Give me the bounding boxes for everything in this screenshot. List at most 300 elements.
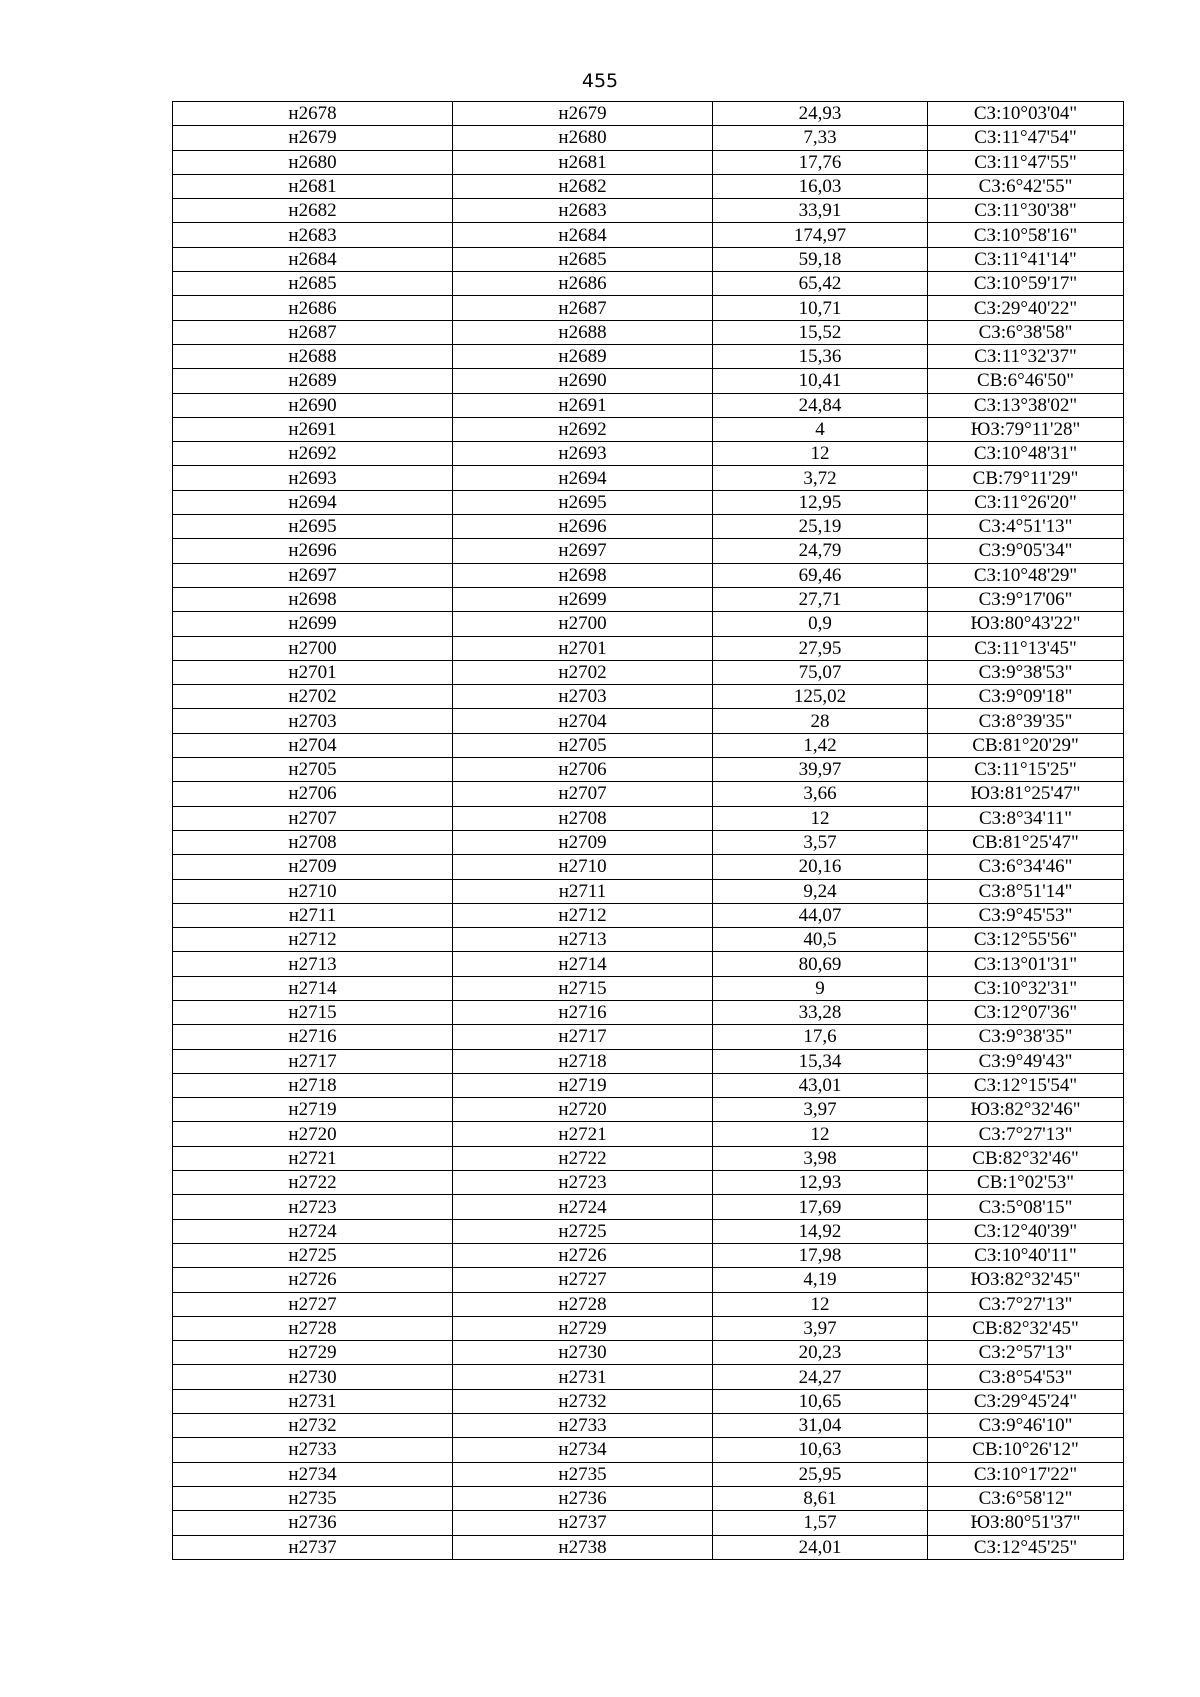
to-point-cell: н2701 xyxy=(453,636,713,660)
distance-cell: 8,61 xyxy=(713,1486,928,1510)
distance-cell: 39,97 xyxy=(713,758,928,782)
to-point-cell: н2705 xyxy=(453,733,713,757)
from-point-cell: н2690 xyxy=(173,393,453,417)
to-point-cell: н2718 xyxy=(453,1049,713,1073)
table-row xyxy=(173,976,1124,1000)
distance-cell: 24,93 xyxy=(713,102,928,126)
from-point-cell: н2700 xyxy=(173,636,453,660)
bearing-cell: ЮЗ:80°51'37" xyxy=(928,1511,1124,1535)
from-point-cell: н2707 xyxy=(173,806,453,830)
distance-cell: 12 xyxy=(713,442,928,466)
distance-cell: 24,84 xyxy=(713,393,928,417)
to-point-cell: н2726 xyxy=(453,1243,713,1267)
from-point-cell: н2712 xyxy=(173,928,453,952)
bearing-cell: СЗ:29°45'24" xyxy=(928,1389,1124,1413)
table-row xyxy=(173,126,1124,150)
to-point-cell: н2688 xyxy=(453,320,713,344)
bearing-cell: СЗ:12°07'36" xyxy=(928,1000,1124,1024)
table-row xyxy=(173,1486,1124,1510)
table-row xyxy=(173,1438,1124,1462)
page-number: 455 xyxy=(581,70,619,92)
table-row xyxy=(173,223,1124,247)
to-point-cell: н2715 xyxy=(453,976,713,1000)
to-point-cell: н2708 xyxy=(453,806,713,830)
bearing-cell: ЮЗ:82°32'45" xyxy=(928,1268,1124,1292)
bearing-cell: СЗ:12°55'56" xyxy=(928,928,1124,952)
bearing-cell: СЗ:10°58'16" xyxy=(928,223,1124,247)
table-row xyxy=(173,1049,1124,1073)
from-point-cell: н2708 xyxy=(173,830,453,854)
table-row xyxy=(173,758,1124,782)
table-row xyxy=(173,344,1124,368)
from-point-cell: н2681 xyxy=(173,174,453,198)
distance-cell: 4 xyxy=(713,417,928,441)
from-point-cell: н2693 xyxy=(173,466,453,490)
to-point-cell: н2711 xyxy=(453,879,713,903)
bearing-cell: СЗ:9°17'06" xyxy=(928,587,1124,611)
table-row xyxy=(173,539,1124,563)
distance-cell: 20,16 xyxy=(713,855,928,879)
to-point-cell: н2687 xyxy=(453,296,713,320)
distance-cell: 43,01 xyxy=(713,1073,928,1097)
to-point-cell: н2692 xyxy=(453,417,713,441)
bearing-cell: СЗ:8°39'35" xyxy=(928,709,1124,733)
distance-cell: 40,5 xyxy=(713,928,928,952)
to-point-cell: н2714 xyxy=(453,952,713,976)
to-point-cell: н2699 xyxy=(453,587,713,611)
bearing-cell: СЗ:10°32'31" xyxy=(928,976,1124,1000)
from-point-cell: н2694 xyxy=(173,490,453,514)
from-point-cell: н2725 xyxy=(173,1243,453,1267)
distance-cell: 17,69 xyxy=(713,1195,928,1219)
distance-cell: 75,07 xyxy=(713,660,928,684)
table-row xyxy=(173,1292,1124,1316)
from-point-cell: н2734 xyxy=(173,1462,453,1486)
distance-cell: 3,57 xyxy=(713,830,928,854)
bearing-cell: СЗ:10°40'11" xyxy=(928,1243,1124,1267)
table-row xyxy=(173,1389,1124,1413)
distance-cell: 17,98 xyxy=(713,1243,928,1267)
bearing-cell: СЗ:8°34'11" xyxy=(928,806,1124,830)
from-point-cell: н2715 xyxy=(173,1000,453,1024)
table-row xyxy=(173,369,1124,393)
to-point-cell: н2723 xyxy=(453,1171,713,1195)
table-row xyxy=(173,1146,1124,1170)
to-point-cell: н2689 xyxy=(453,344,713,368)
bearing-cell: СЗ:6°42'55" xyxy=(928,174,1124,198)
distance-cell: 17,76 xyxy=(713,150,928,174)
to-point-cell: н2691 xyxy=(453,393,713,417)
table-row xyxy=(173,393,1124,417)
to-point-cell: н2724 xyxy=(453,1195,713,1219)
from-point-cell: н2680 xyxy=(173,150,453,174)
bearing-cell: СЗ:11°15'25" xyxy=(928,758,1124,782)
from-point-cell: н2730 xyxy=(173,1365,453,1389)
table-row xyxy=(173,296,1124,320)
from-point-cell: н2722 xyxy=(173,1171,453,1195)
from-point-cell: н2732 xyxy=(173,1414,453,1438)
from-point-cell: н2679 xyxy=(173,126,453,150)
table-row xyxy=(173,150,1124,174)
table-row xyxy=(173,855,1124,879)
distance-cell: 14,92 xyxy=(713,1219,928,1243)
distance-cell: 24,27 xyxy=(713,1365,928,1389)
distance-cell: 28 xyxy=(713,709,928,733)
to-point-cell: н2685 xyxy=(453,247,713,271)
bearing-cell: СЗ:9°49'43" xyxy=(928,1049,1124,1073)
bearing-cell: СЗ:11°47'54" xyxy=(928,126,1124,150)
from-point-cell: н2701 xyxy=(173,660,453,684)
from-point-cell: н2697 xyxy=(173,563,453,587)
bearing-cell: СЗ:12°15'54" xyxy=(928,1073,1124,1097)
table-row xyxy=(173,928,1124,952)
to-point-cell: н2697 xyxy=(453,539,713,563)
survey-table xyxy=(172,101,1124,1560)
to-point-cell: н2686 xyxy=(453,272,713,296)
table-row xyxy=(173,1268,1124,1292)
table-row xyxy=(173,490,1124,514)
bearing-cell: СЗ:12°40'39" xyxy=(928,1219,1124,1243)
table-row xyxy=(173,247,1124,271)
from-point-cell: н2706 xyxy=(173,782,453,806)
to-point-cell: н2706 xyxy=(453,758,713,782)
table-row xyxy=(173,1000,1124,1024)
from-point-cell: н2714 xyxy=(173,976,453,1000)
to-point-cell: н2719 xyxy=(453,1073,713,1097)
table-row xyxy=(173,709,1124,733)
bearing-cell: СЗ:10°48'29" xyxy=(928,563,1124,587)
bearing-cell: СЗ:9°45'53" xyxy=(928,903,1124,927)
from-point-cell: н2704 xyxy=(173,733,453,757)
from-point-cell: н2699 xyxy=(173,612,453,636)
to-point-cell: н2731 xyxy=(453,1365,713,1389)
table-row xyxy=(173,733,1124,757)
from-point-cell: н2698 xyxy=(173,587,453,611)
to-point-cell: н2679 xyxy=(453,102,713,126)
distance-cell: 174,97 xyxy=(713,223,928,247)
from-point-cell: н2705 xyxy=(173,758,453,782)
from-point-cell: н2718 xyxy=(173,1073,453,1097)
table-row xyxy=(173,199,1124,223)
distance-cell: 27,71 xyxy=(713,587,928,611)
to-point-cell: н2707 xyxy=(453,782,713,806)
distance-cell: 44,07 xyxy=(713,903,928,927)
bearing-cell: СЗ:4°51'13" xyxy=(928,515,1124,539)
from-point-cell: н2737 xyxy=(173,1535,453,1559)
to-point-cell: н2702 xyxy=(453,660,713,684)
distance-cell: 125,02 xyxy=(713,685,928,709)
distance-cell: 10,65 xyxy=(713,1389,928,1413)
distance-cell: 9 xyxy=(713,976,928,1000)
to-point-cell: н2698 xyxy=(453,563,713,587)
to-point-cell: н2737 xyxy=(453,1511,713,1535)
table-row xyxy=(173,685,1124,709)
from-point-cell: н2678 xyxy=(173,102,453,126)
from-point-cell: н2682 xyxy=(173,199,453,223)
bearing-cell: СЗ:13°38'02" xyxy=(928,393,1124,417)
distance-cell: 27,95 xyxy=(713,636,928,660)
to-point-cell: н2700 xyxy=(453,612,713,636)
distance-cell: 15,36 xyxy=(713,344,928,368)
distance-cell: 12 xyxy=(713,1122,928,1146)
distance-cell: 12 xyxy=(713,1292,928,1316)
from-point-cell: н2726 xyxy=(173,1268,453,1292)
bearing-cell: СЗ:10°48'31" xyxy=(928,442,1124,466)
bearing-cell: СЗ:7°27'13" xyxy=(928,1292,1124,1316)
table-row xyxy=(173,587,1124,611)
table-row xyxy=(173,1535,1124,1559)
table-row xyxy=(173,1073,1124,1097)
from-point-cell: н2691 xyxy=(173,417,453,441)
table-row xyxy=(173,442,1124,466)
distance-cell: 24,79 xyxy=(713,539,928,563)
table-row xyxy=(173,879,1124,903)
from-point-cell: н2711 xyxy=(173,903,453,927)
to-point-cell: н2696 xyxy=(453,515,713,539)
distance-cell: 15,52 xyxy=(713,320,928,344)
distance-cell: 3,97 xyxy=(713,1316,928,1340)
to-point-cell: н2721 xyxy=(453,1122,713,1146)
to-point-cell: н2709 xyxy=(453,830,713,854)
table-row xyxy=(173,320,1124,344)
table-row xyxy=(173,102,1124,126)
distance-cell: 1,57 xyxy=(713,1511,928,1535)
to-point-cell: н2682 xyxy=(453,174,713,198)
to-point-cell: н2680 xyxy=(453,126,713,150)
from-point-cell: н2717 xyxy=(173,1049,453,1073)
bearing-cell: СВ:10°26'12" xyxy=(928,1438,1124,1462)
bearing-cell: СЗ:29°40'22" xyxy=(928,296,1124,320)
bearing-cell: СЗ:11°41'14" xyxy=(928,247,1124,271)
bearing-cell: СЗ:6°38'58" xyxy=(928,320,1124,344)
distance-cell: 31,04 xyxy=(713,1414,928,1438)
from-point-cell: н2720 xyxy=(173,1122,453,1146)
to-point-cell: н2735 xyxy=(453,1462,713,1486)
from-point-cell: н2723 xyxy=(173,1195,453,1219)
bearing-cell: СЗ:6°58'12" xyxy=(928,1486,1124,1510)
table-row xyxy=(173,1122,1124,1146)
distance-cell: 3,66 xyxy=(713,782,928,806)
table-row xyxy=(173,1171,1124,1195)
bearing-cell: СЗ:8°51'14" xyxy=(928,879,1124,903)
distance-cell: 33,28 xyxy=(713,1000,928,1024)
bearing-cell: СЗ:13°01'31" xyxy=(928,952,1124,976)
distance-cell: 20,23 xyxy=(713,1341,928,1365)
to-point-cell: н2725 xyxy=(453,1219,713,1243)
from-point-cell: н2710 xyxy=(173,879,453,903)
distance-cell: 12,93 xyxy=(713,1171,928,1195)
bearing-cell: СЗ:10°59'17" xyxy=(928,272,1124,296)
from-point-cell: н2719 xyxy=(173,1098,453,1122)
table-row xyxy=(173,1414,1124,1438)
table-row xyxy=(173,1511,1124,1535)
distance-cell: 59,18 xyxy=(713,247,928,271)
from-point-cell: н2683 xyxy=(173,223,453,247)
distance-cell: 10,71 xyxy=(713,296,928,320)
bearing-cell: СВ:81°20'29" xyxy=(928,733,1124,757)
bearing-cell: СЗ:9°09'18" xyxy=(928,685,1124,709)
bearing-cell: СВ:79°11'29" xyxy=(928,466,1124,490)
table-row xyxy=(173,903,1124,927)
table-row xyxy=(173,272,1124,296)
distance-cell: 1,42 xyxy=(713,733,928,757)
bearing-cell: СЗ:9°05'34" xyxy=(928,539,1124,563)
from-point-cell: н2736 xyxy=(173,1511,453,1535)
bearing-cell: СЗ:11°13'45" xyxy=(928,636,1124,660)
table-row xyxy=(173,1025,1124,1049)
survey-table-body xyxy=(173,102,1124,1560)
from-point-cell: н2688 xyxy=(173,344,453,368)
bearing-cell: СЗ:10°03'04" xyxy=(928,102,1124,126)
bearing-cell: СЗ:9°38'53" xyxy=(928,660,1124,684)
bearing-cell: СВ:6°46'50" xyxy=(928,369,1124,393)
bearing-cell: СЗ:11°47'55" xyxy=(928,150,1124,174)
table-row xyxy=(173,636,1124,660)
to-point-cell: н2693 xyxy=(453,442,713,466)
bearing-cell: СЗ:10°17'22" xyxy=(928,1462,1124,1486)
to-point-cell: н2704 xyxy=(453,709,713,733)
table-row xyxy=(173,782,1124,806)
table-row xyxy=(173,1341,1124,1365)
bearing-cell: СЗ:6°34'46" xyxy=(928,855,1124,879)
table-row xyxy=(173,1219,1124,1243)
table-row xyxy=(173,563,1124,587)
to-point-cell: н2710 xyxy=(453,855,713,879)
from-point-cell: н2692 xyxy=(173,442,453,466)
table-row xyxy=(173,952,1124,976)
distance-cell: 25,19 xyxy=(713,515,928,539)
from-point-cell: н2731 xyxy=(173,1389,453,1413)
to-point-cell: н2734 xyxy=(453,1438,713,1462)
distance-cell: 17,6 xyxy=(713,1025,928,1049)
from-point-cell: н2728 xyxy=(173,1316,453,1340)
to-point-cell: н2695 xyxy=(453,490,713,514)
to-point-cell: н2690 xyxy=(453,369,713,393)
bearing-cell: СЗ:8°54'53" xyxy=(928,1365,1124,1389)
bearing-cell: СЗ:9°46'10" xyxy=(928,1414,1124,1438)
bearing-cell: СЗ:11°26'20" xyxy=(928,490,1124,514)
from-point-cell: н2735 xyxy=(173,1486,453,1510)
table-row xyxy=(173,1243,1124,1267)
bearing-cell: СЗ:11°32'37" xyxy=(928,344,1124,368)
distance-cell: 12,95 xyxy=(713,490,928,514)
bearing-cell: ЮЗ:79°11'28" xyxy=(928,417,1124,441)
distance-cell: 10,41 xyxy=(713,369,928,393)
table-row xyxy=(173,1316,1124,1340)
to-point-cell: н2727 xyxy=(453,1268,713,1292)
bearing-cell: СВ:81°25'47" xyxy=(928,830,1124,854)
to-point-cell: н2681 xyxy=(453,150,713,174)
table-row xyxy=(173,417,1124,441)
to-point-cell: н2716 xyxy=(453,1000,713,1024)
from-point-cell: н2733 xyxy=(173,1438,453,1462)
from-point-cell: н2684 xyxy=(173,247,453,271)
distance-cell: 3,98 xyxy=(713,1146,928,1170)
to-point-cell: н2713 xyxy=(453,928,713,952)
from-point-cell: н2729 xyxy=(173,1341,453,1365)
distance-cell: 12 xyxy=(713,806,928,830)
distance-cell: 7,33 xyxy=(713,126,928,150)
bearing-cell: ЮЗ:81°25'47" xyxy=(928,782,1124,806)
bearing-cell: ЮЗ:80°43'22" xyxy=(928,612,1124,636)
from-point-cell: н2727 xyxy=(173,1292,453,1316)
distance-cell: 3,72 xyxy=(713,466,928,490)
from-point-cell: н2685 xyxy=(173,272,453,296)
from-point-cell: н2687 xyxy=(173,320,453,344)
from-point-cell: н2721 xyxy=(173,1146,453,1170)
distance-cell: 15,34 xyxy=(713,1049,928,1073)
to-point-cell: н2712 xyxy=(453,903,713,927)
distance-cell: 65,42 xyxy=(713,272,928,296)
bearing-cell: СВ:82°32'46" xyxy=(928,1146,1124,1170)
distance-cell: 33,91 xyxy=(713,199,928,223)
table-row xyxy=(173,1365,1124,1389)
bearing-cell: СЗ:2°57'13" xyxy=(928,1341,1124,1365)
from-point-cell: н2686 xyxy=(173,296,453,320)
to-point-cell: н2728 xyxy=(453,1292,713,1316)
bearing-cell: СЗ:9°38'35" xyxy=(928,1025,1124,1049)
from-point-cell: н2703 xyxy=(173,709,453,733)
bearing-cell: СЗ:12°45'25" xyxy=(928,1535,1124,1559)
distance-cell: 69,46 xyxy=(713,563,928,587)
from-point-cell: н2709 xyxy=(173,855,453,879)
to-point-cell: н2720 xyxy=(453,1098,713,1122)
bearing-cell: СВ:1°02'53" xyxy=(928,1171,1124,1195)
distance-cell: 4,19 xyxy=(713,1268,928,1292)
to-point-cell: н2717 xyxy=(453,1025,713,1049)
table-row xyxy=(173,612,1124,636)
to-point-cell: н2684 xyxy=(453,223,713,247)
from-point-cell: н2695 xyxy=(173,515,453,539)
distance-cell: 24,01 xyxy=(713,1535,928,1559)
distance-cell: 9,24 xyxy=(713,879,928,903)
distance-cell: 16,03 xyxy=(713,174,928,198)
to-point-cell: н2694 xyxy=(453,466,713,490)
distance-cell: 10,63 xyxy=(713,1438,928,1462)
distance-cell: 3,97 xyxy=(713,1098,928,1122)
distance-cell: 80,69 xyxy=(713,952,928,976)
bearing-cell: СЗ:7°27'13" xyxy=(928,1122,1124,1146)
table-row xyxy=(173,1462,1124,1486)
bearing-cell: СЗ:5°08'15" xyxy=(928,1195,1124,1219)
from-point-cell: н2696 xyxy=(173,539,453,563)
from-point-cell: н2713 xyxy=(173,952,453,976)
distance-cell: 0,9 xyxy=(713,612,928,636)
to-point-cell: н2733 xyxy=(453,1414,713,1438)
table-row xyxy=(173,1195,1124,1219)
bearing-cell: СВ:82°32'45" xyxy=(928,1316,1124,1340)
to-point-cell: н2703 xyxy=(453,685,713,709)
from-point-cell: н2702 xyxy=(173,685,453,709)
bearing-cell: ЮЗ:82°32'46" xyxy=(928,1098,1124,1122)
from-point-cell: н2689 xyxy=(173,369,453,393)
bearing-cell: СЗ:11°30'38" xyxy=(928,199,1124,223)
table-row xyxy=(173,466,1124,490)
from-point-cell: н2724 xyxy=(173,1219,453,1243)
table-row xyxy=(173,174,1124,198)
table-row xyxy=(173,660,1124,684)
table-row xyxy=(173,830,1124,854)
to-point-cell: н2722 xyxy=(453,1146,713,1170)
table-row xyxy=(173,1098,1124,1122)
to-point-cell: н2738 xyxy=(453,1535,713,1559)
to-point-cell: н2736 xyxy=(453,1486,713,1510)
to-point-cell: н2683 xyxy=(453,199,713,223)
to-point-cell: н2730 xyxy=(453,1341,713,1365)
from-point-cell: н2716 xyxy=(173,1025,453,1049)
table-row xyxy=(173,515,1124,539)
to-point-cell: н2729 xyxy=(453,1316,713,1340)
